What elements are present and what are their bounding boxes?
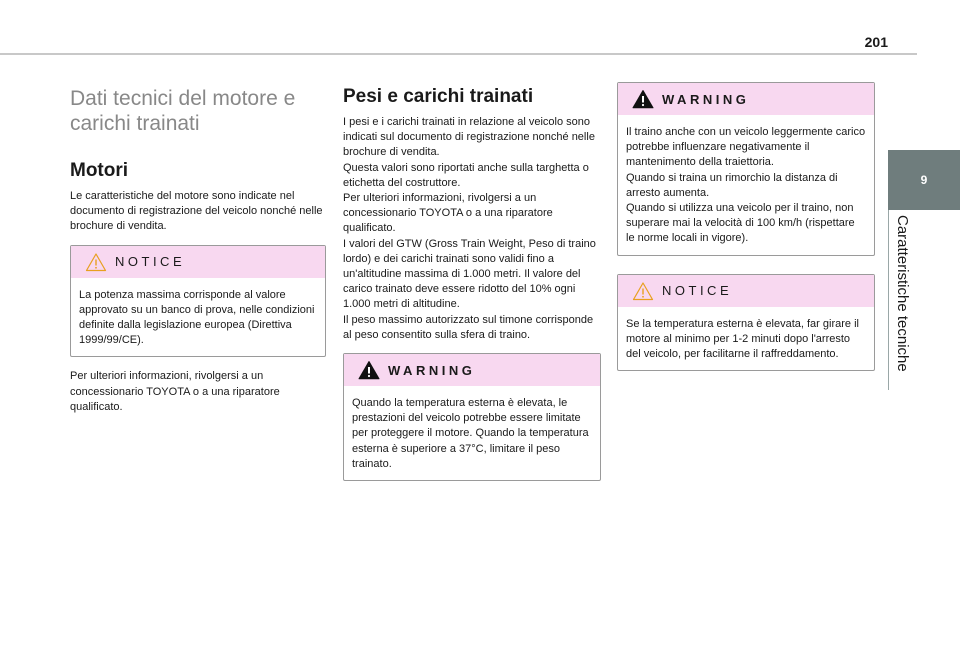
section-title-pesi: Pesi e carichi trainati [343,86,534,107]
pesi-body: I pesi e i carichi trainati in relazione al veicolo sono indicati sul documento di registrazione nonché nelle brochure di vendita. Questa valori sono riportati anche sulla targhetta o etichetta del costruttore. Per ulteriori informazioni, rivolgersi a un concessionario TOYOTA o a una riparatore qualificato. I valori del GTW (Gross Train Weight, Peso di traino lordo) e dei carichi trainati sono validi fino a un'altitudine massima di 1.000 metri. Il valore del carico trainato deve essere ridotto del 10% ogni 1.000 metri di altitudine. Il peso massimo autorizzato sul timone corrisponde al peso consentito sulla sfera di traino. [343,116,596,341]
notice-header [618,275,874,307]
motori-outro: Per ulteriori informazioni, rivolgersi a un concessionario TOYOTA o a una riparatore qualificato. [70,370,280,413]
page-title: Dati tecnici del motore e carichi trainati [70,87,296,135]
warning-outline-icon [85,252,107,272]
notice-header [71,246,325,278]
warning-filled-icon [632,89,654,109]
notice-box [70,245,326,358]
warning-outline-icon [632,281,654,301]
section-title-motori: Motori [70,160,129,181]
warning-text: Quando la temperatura esterna è elevata, le prestazioni del veicolo potrebbe essere limitate per proteggere il motore. Quando la temperatura esterna è superiore a 37°C, limitare il peso trainato. [352,397,589,470]
warning-box [617,82,875,256]
notice-label: NOTICE [662,283,733,299]
column-left [70,80,326,415]
column-right [617,82,875,383]
notice-text: Se la temperatura esterna è elevata, far girare il motore al minimo per 1-2 minuti dopo l'arresto del veicolo, per facilitarne il raffreddamento. [626,317,859,361]
chapter-number-tab[interactable]: 9 [888,150,960,210]
warning-header [618,83,874,115]
motori-intro: Le caratteristiche del motore sono indicate nel documento di registrazione del veicolo nonché nelle brochure di vendita. [70,190,323,233]
notice-label: NOTICE [115,254,186,270]
notice-box [617,274,875,372]
warning-text: Il traino anche con un veicolo leggermente carico potrebbe influenzare negativamente il mantenimento della traiettoria. Quando si traina un rimorchio la distanza di arresto aumenta. Quando si utilizza una veicolo per il traino, non superare mai la velocità di 100 km/h (rispettare le norme locali in vigore). [626,126,866,245]
chapter-title: Caratteristiche tecniche [894,215,911,372]
warning-header [344,354,600,386]
column-middle [343,80,601,493]
warning-box [343,353,601,481]
warning-filled-icon [358,360,380,380]
warning-label: WARNING [662,91,750,107]
page-number: 201 [864,34,888,50]
notice-text: La potenza massima corrisponde al valore approvato su un banco di prova, nelle condizioni definite dalla legislazione europea (Direttiva 1999/99/CE). [79,288,315,347]
header-divider [0,53,917,55]
warning-label: WARNING [388,362,476,378]
